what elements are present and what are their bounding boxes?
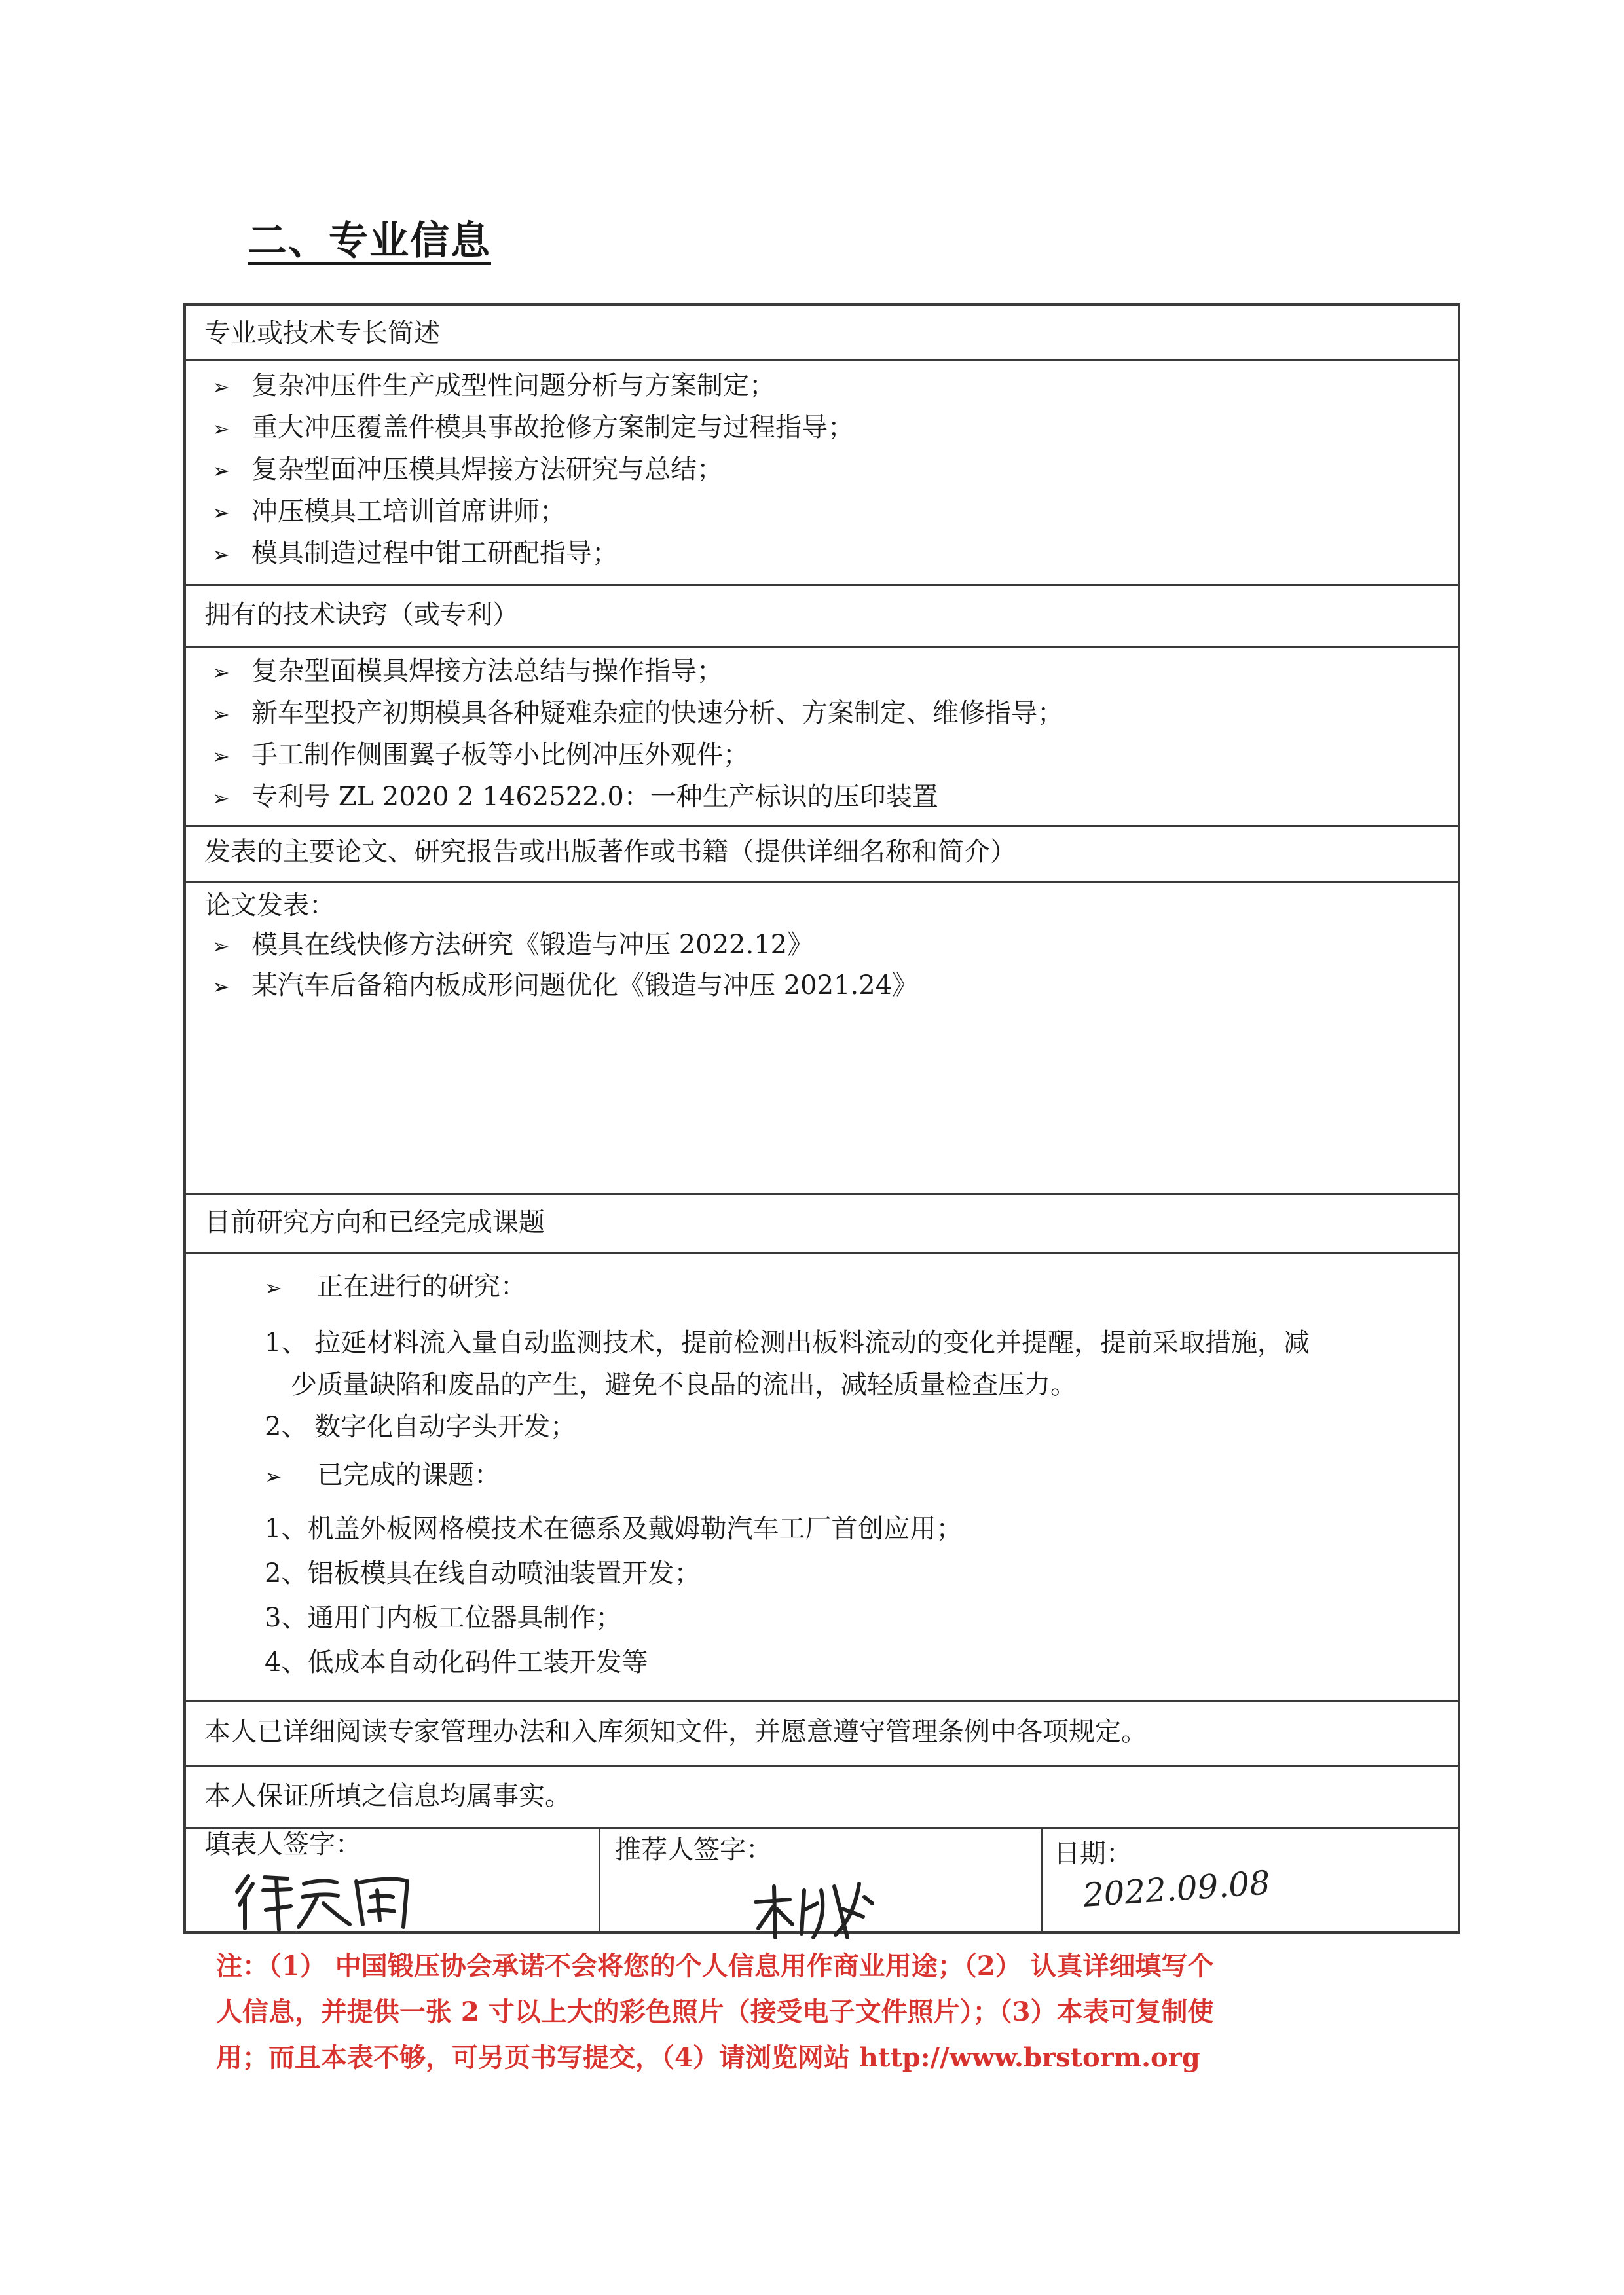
row-divider [186,881,1458,883]
research-item-text: 少质量缺陷和废品的产生，避免不良品的流出，减轻质量检查压力。 [291,1370,1077,1400]
list-item: ➢ 专利号 ZL 2020 2 1462522.0：一种生产标识的压印装置 [212,779,938,817]
arrowhead-bullet-icon: ➢ [212,660,230,685]
filler-signature-label: 填表人签字： [204,1829,361,1860]
arrowhead-bullet-icon: ➢ [212,786,230,811]
list-item: 3、通用门内板工位器具制作； [265,1603,622,1633]
row-divider [186,1700,1458,1702]
list-item: 1、机盖外板网格模技术在德系及戴姆勒汽车工厂首创应用； [265,1514,963,1544]
row-divider [186,1765,1458,1767]
footnote [216,1943,1428,2081]
research-item-number: 2、 [265,1412,308,1442]
ongoing-research-label: ➢ 正在进行的研究： [265,1268,526,1306]
footnote-line: 人信息，并提供一张 2 寸以上大的彩色照片（接受电子文件照片）；（3）本表可复制使 [216,1996,1214,2027]
research-item-number: 1、 [265,1328,308,1358]
completed-research-label: ➢ 已完成的课题： [265,1457,500,1495]
footnote-line: 用；而且本表不够，可另页书写提交，（4）请浏览网站 http://www.brstorm.org [216,2042,1200,2073]
list-item: ➢ 复杂型面冲压模具焊接方法研究与总结； [212,451,723,489]
list-item: ➢ 新车型投产初期模具各种疑难杂症的快速分析、方案制定、维修指导； [212,695,1063,733]
declaration-truthfulness: 本人保证所填之信息均属事实。 [204,1781,571,1811]
date-label: 日期： [1054,1839,1132,1869]
arrowhead-bullet-icon: ➢ [212,416,230,441]
filler-signature [225,1864,461,1936]
recommender-signature-label: 推荐人签字： [615,1835,772,1865]
list-item: ➢ 模具在线快修方法研究《锻造与冲压 2022.12》 [212,927,813,964]
row-divider [186,1193,1458,1195]
row-divider [186,1252,1458,1254]
research-item-text: 数字化自动字头开发； [314,1412,576,1442]
arrowhead-bullet-icon: ➢ [212,458,230,483]
row-divider [186,825,1458,827]
list-item: ➢ 某汽车后备箱内板成形问题优化《锻造与冲压 2021.24》 [212,967,918,1005]
publications-subtitle: 论文发表： [204,890,335,921]
list-item: ➢ 冲压模具工培训首席讲师； [212,493,566,531]
list-item: ➢ 复杂冲压件生产成型性问题分析与方案制定； [212,367,775,405]
footnote-line: 注：（1） 中国锻压协会承诺不会将您的个人信息用作商业用途；（2） 认真详细填写个 [216,1951,1214,1981]
arrowhead-bullet-icon: ➢ [265,1464,282,1489]
row-divider [186,584,1458,586]
expert-info-form [183,303,1460,1934]
declaration-read-rules: 本人已详细阅读专家管理办法和入库须知文件，并愿意遵守管理条例中各项规定。 [204,1717,1147,1747]
research-item-text: 拉延材料流入量自动监测技术，提前检测出板料流动的变化并提醒，提前采取措施，减 [314,1328,1310,1358]
arrowhead-bullet-icon: ➢ [265,1276,282,1300]
arrowhead-bullet-icon: ➢ [212,744,230,769]
arrowhead-bullet-icon: ➢ [212,934,230,959]
specialty-title: 专业或技术专长简述 [204,318,440,348]
list-item: ➢ 模具制造过程中钳工研配指导； [212,535,618,573]
date-value: 2022.09.08 [1081,1864,1272,1915]
arrowhead-bullet-icon: ➢ [212,375,230,399]
know-how-title: 拥有的技术诀窍（或专利） [204,600,519,630]
list-item: ➢ 复杂型面模具焊接方法总结与操作指导； [212,653,723,691]
list-item: ➢ 重大冲压覆盖件模具事故抢修方案制定与过程指导； [212,409,854,447]
arrowhead-bullet-icon: ➢ [212,542,230,567]
list-item: 4、低成本自动化码件工装开发等 [265,1647,648,1678]
row-divider [186,1827,1458,1829]
list-item: 2、铝板模具在线自动喷油装置开发； [265,1558,701,1588]
column-divider [1041,1827,1043,1931]
row-divider [186,646,1458,648]
list-item: ➢ 手工制作侧围翼子板等小比例冲压外观件； [212,737,749,775]
research-title: 目前研究方向和已经完成课题 [204,1207,545,1238]
row-divider [186,359,1458,361]
column-divider [599,1827,600,1931]
page-title: 二、专业信息 [248,218,491,264]
arrowhead-bullet-icon: ➢ [212,702,230,727]
arrowhead-bullet-icon: ➢ [212,974,230,999]
publications-title: 发表的主要论文、研究报告或出版著作或书籍（提供详细名称和简介） [204,837,1016,867]
recommender-signature [749,1877,919,1943]
arrowhead-bullet-icon: ➢ [212,500,230,525]
